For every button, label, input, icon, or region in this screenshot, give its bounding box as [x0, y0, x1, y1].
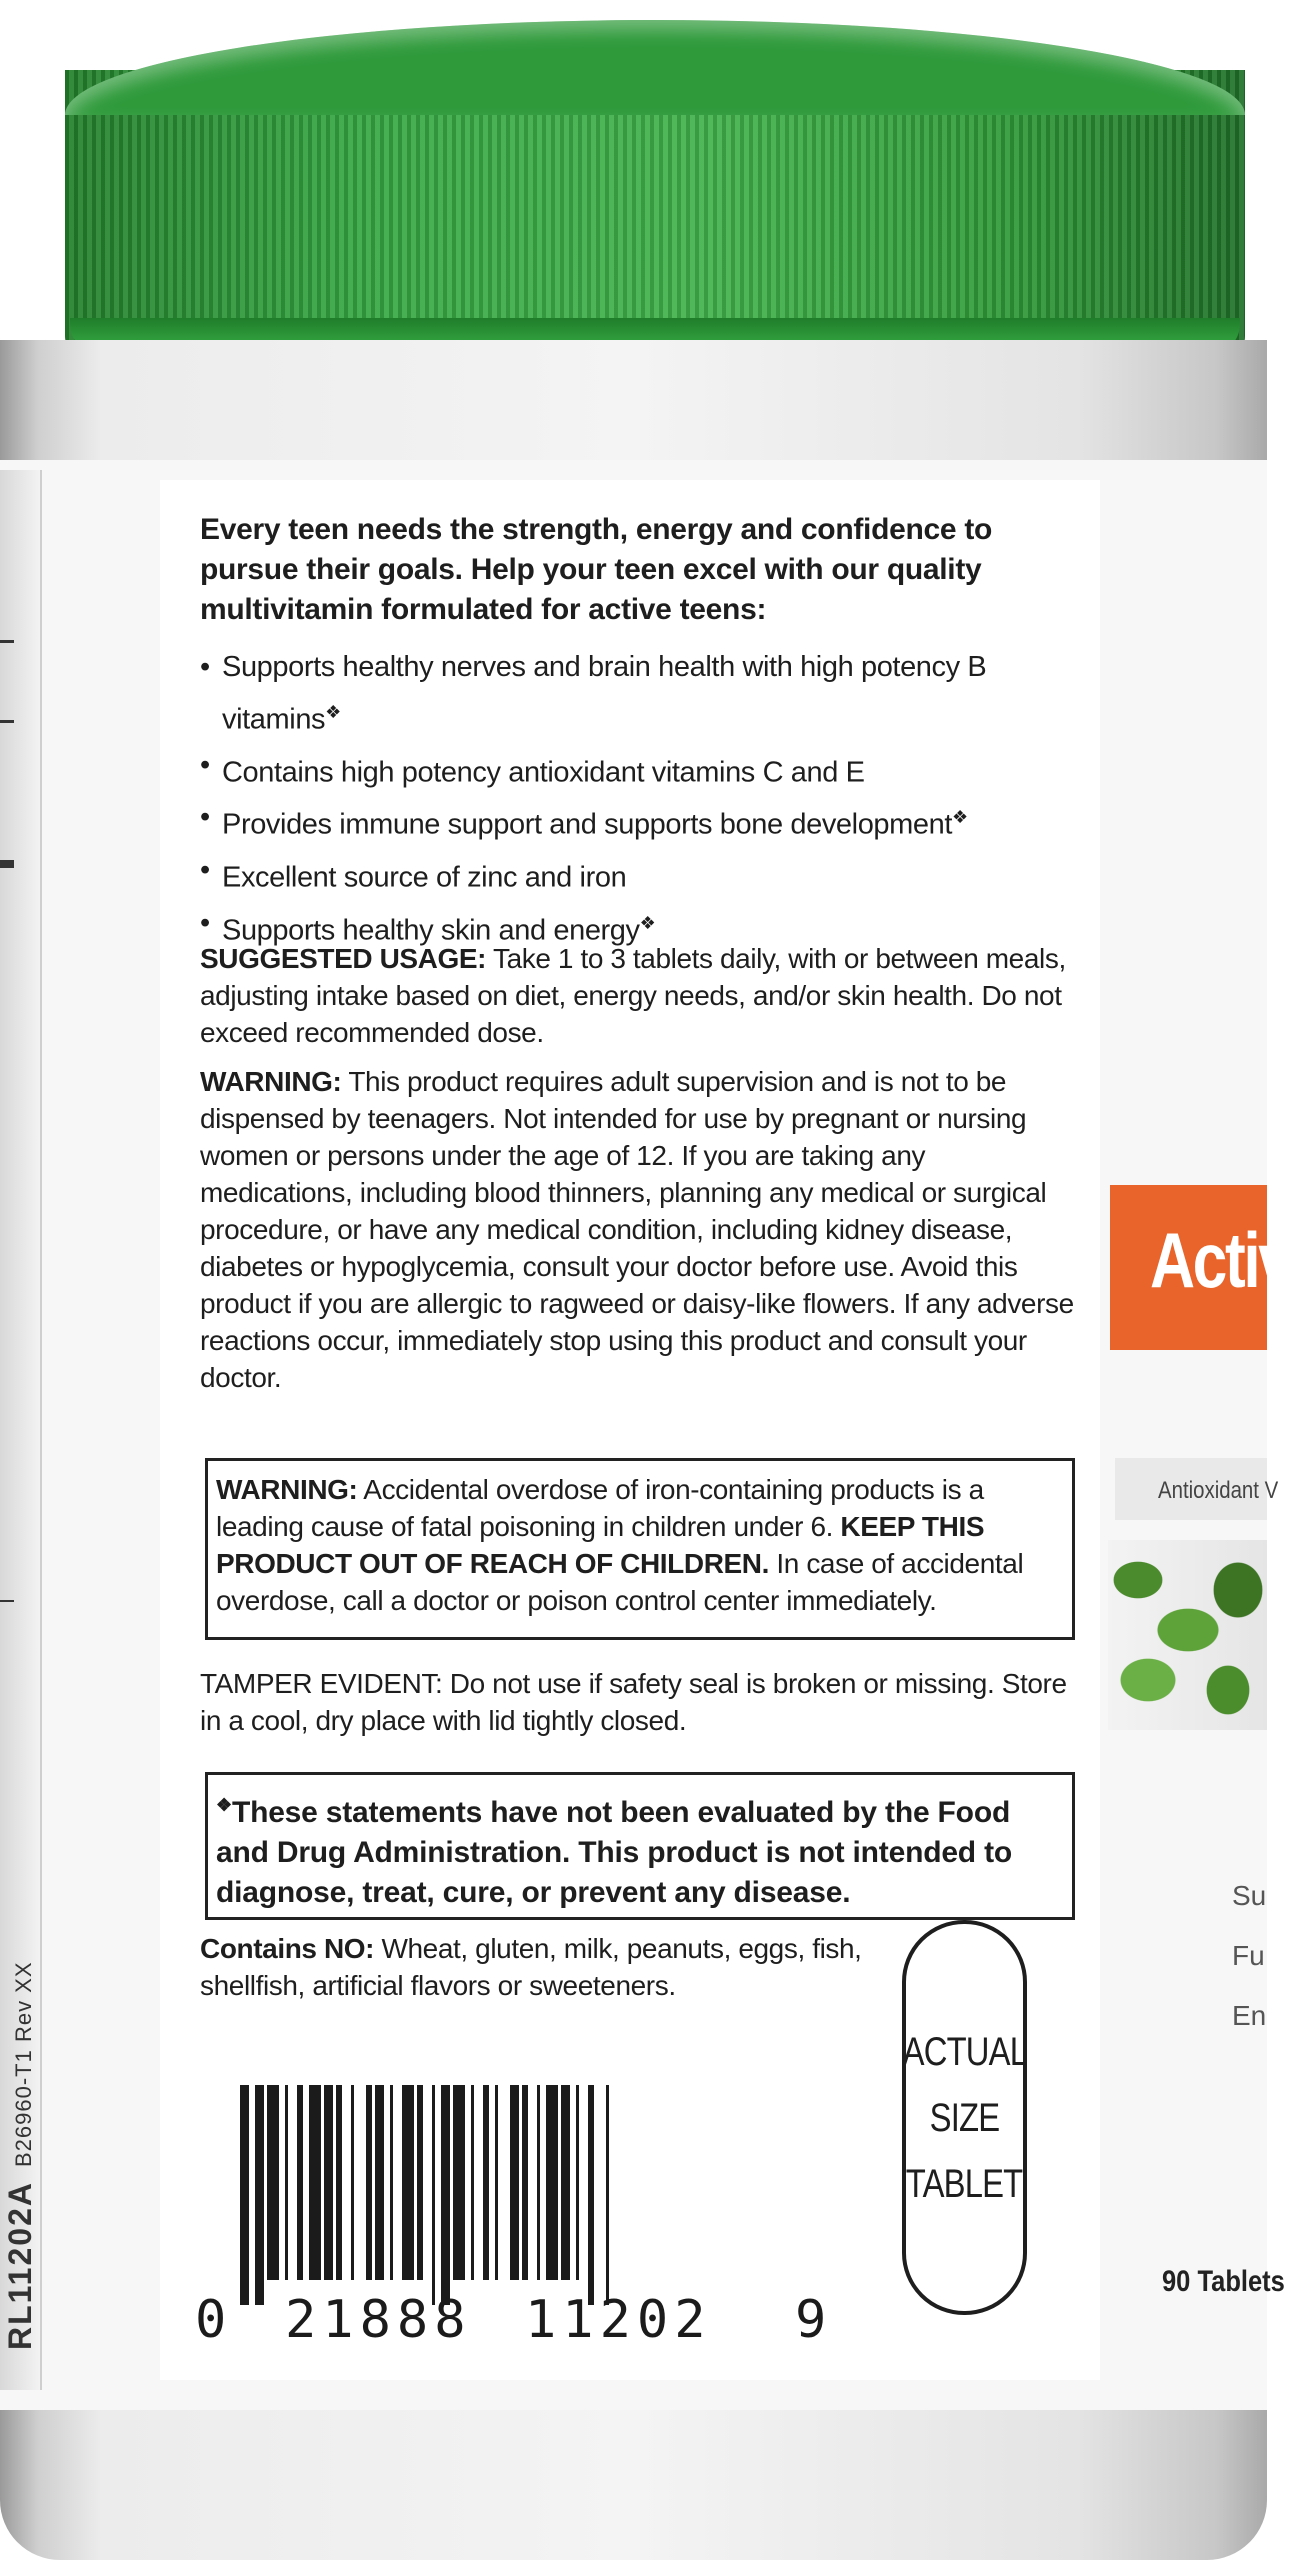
list-item: • Provides immune support and supports bone development❖	[200, 795, 1080, 848]
tablet-label-line: TABLET	[906, 2161, 1023, 2206]
barcode-bar	[285, 2085, 288, 2280]
barcode-digit-last: 9	[795, 2290, 833, 2350]
barcode-bar	[417, 2085, 423, 2280]
iron-warning-box: WARNING: Accidental overdose of iron-containing products is a leading cause of fatal poisoning in children under 6. KEEP THIS PRODUCT OUT OF REACH OF CHILDREN. In case of accidental overdose, call a doctor or poison control center immediately.	[205, 1458, 1075, 1640]
tamper-evident-text: TAMPER EVIDENT: Do not use if safety seal is broken or missing. Store in a cool, dry place with lid tightly closed.	[200, 1668, 1067, 1736]
usage-heading: SUGGESTED USAGE:	[200, 943, 487, 974]
tablet-count-fragment: 90 Tablets	[1162, 2265, 1285, 2298]
list-item: • Contains high potency antioxidant vitamins C and E	[200, 743, 1080, 796]
barcode-bar	[324, 2085, 333, 2280]
bottle-cap-top	[65, 20, 1245, 115]
barcode-bar	[483, 2085, 489, 2280]
brand-name-fragment: Activ	[1150, 1216, 1291, 1304]
actual-size-tablet	[902, 1920, 1027, 2315]
label-code-main: RL11202A	[2, 2181, 38, 2350]
front-text-fragment: En	[1232, 2000, 1267, 2031]
barcode-digit-first: 0	[195, 2290, 233, 2350]
contains-heading: Contains NO:	[200, 1933, 375, 1964]
barcode-bar	[576, 2085, 579, 2280]
contains-no-text: Contains NO: Wheat, gluten, milk, peanuts, eggs, fish, shellfish, artificial flavors or sweeteners.	[200, 1933, 862, 2001]
barcode-group-1: 21888	[285, 2290, 472, 2350]
barcode-bar	[351, 2085, 354, 2280]
barcode-bar	[375, 2085, 384, 2280]
usage-text: Take 1 to 3 tablets daily, with or between meals, adjusting intake based on diet, energy needs, and/or skin health. Do not exceed recommended dose.	[200, 943, 1066, 1048]
edge-mark	[0, 860, 14, 868]
warning-body: This product requires adult supervision and is not to be dispensed by teenagers. Not intended for use by pregnant or nursing women or persons under the age of 12. If you are taking any medications, including blood thinners, planning any medical or surgical procedure, or have any medical condition, including kidney disease, diabetes or hypoglycemia, consult your doctor before use. Avoid this product if you are allergic to ragweed or daisy-like flowers. If any adverse reactions occur, immediately stop using this product and consult your doctor.	[200, 1066, 1074, 1393]
barcode-bar	[471, 2085, 474, 2280]
barcode-bar	[297, 2085, 303, 2280]
front-text-fragment: Su	[1232, 1880, 1267, 1911]
edge-mark	[0, 720, 14, 723]
barcode-bar	[309, 2085, 321, 2280]
barcode-bar	[441, 2085, 450, 2305]
barcode-bar	[588, 2085, 594, 2305]
list-item: • Excellent source of zinc and iron	[200, 848, 1080, 901]
edge-mark	[0, 1600, 14, 1602]
barcode-bar	[432, 2085, 435, 2305]
tablet-label-line: SIZE	[929, 2095, 1000, 2140]
barcode-bar	[546, 2085, 558, 2280]
fda-symbol: ❖	[216, 1795, 232, 1815]
barcode-bar	[606, 2085, 609, 2305]
barcode-bar	[390, 2085, 393, 2280]
greens-illustration	[1108, 1540, 1267, 1730]
barcode-bar	[495, 2085, 498, 2280]
barcode-bar	[453, 2085, 465, 2280]
label-code	[2, 1961, 39, 2350]
label-code-revision: B26960-T1 Rev XX	[11, 1961, 36, 2168]
barcode-bar	[240, 2085, 249, 2305]
edge-mark	[0, 640, 14, 643]
barcode-bar	[510, 2085, 519, 2280]
barcode-bar	[522, 2085, 528, 2280]
barcode-bar	[267, 2085, 279, 2280]
warning-text	[200, 1063, 1080, 1396]
barcode	[240, 2085, 770, 2305]
list-item: • Supports healthy skin and energy❖	[200, 901, 1080, 954]
barcode-bar	[255, 2085, 264, 2305]
suggested-usage	[200, 940, 1080, 1051]
barcode-bar	[336, 2085, 342, 2280]
barcode-bar	[561, 2085, 570, 2280]
list-item: • Supports healthy nerves and brain health with high potency B vitamins❖	[200, 645, 1080, 743]
intro-text: Every teen needs the strength, energy and confidence to pursue their goals. Help your teen excel with our quality multivitamin formulated for active teens:	[200, 513, 993, 626]
barcode-bar	[537, 2085, 540, 2280]
warning-heading: WARNING:	[200, 1066, 342, 1097]
barcode-bar	[366, 2085, 372, 2280]
keep-out-of-reach: KEEP THIS PRODUCT OUT OF REACH OF CHILDREN.	[216, 1511, 985, 1579]
front-text-fragment: Fu	[1232, 1940, 1265, 1971]
barcode-group-2: 11202	[525, 2290, 712, 2350]
tablet-label-line: ACTUAL	[902, 2029, 1027, 2074]
benefit-list	[200, 645, 1080, 953]
iron-warning-heading: WARNING:	[216, 1474, 358, 1505]
barcode-bar	[402, 2085, 414, 2280]
fda-text: These statements have not been evaluated by the Food and Drug Administration. This product is not intended to diagnose, treat, cure, or prevent any disease.	[216, 1796, 1012, 1909]
claim-fragment: Antioxidant V	[1158, 1477, 1279, 1504]
fda-disclaimer-box	[205, 1772, 1075, 1920]
